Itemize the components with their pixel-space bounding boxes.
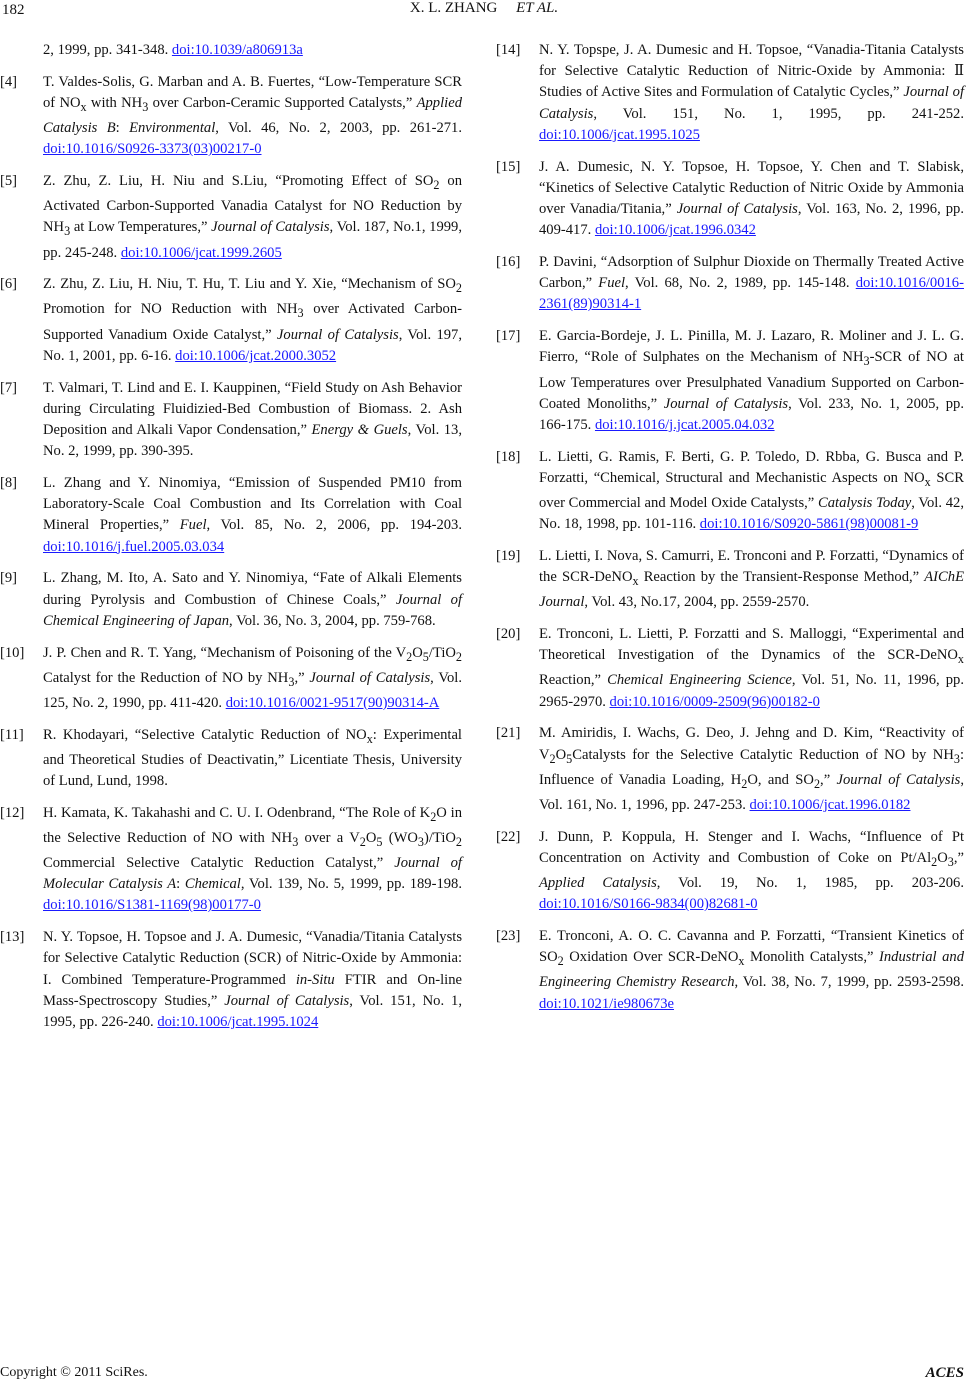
doi-link[interactable]: doi:10.1006/jcat.1995.1025 bbox=[539, 126, 700, 143]
reference-number: [10] bbox=[0, 644, 25, 661]
reference-item bbox=[496, 252, 964, 316]
reference-number: [21] bbox=[496, 725, 521, 742]
reference-item bbox=[0, 72, 463, 161]
doi-link[interactable]: doi:10.1016/S1381-1169(98)00177-0 bbox=[43, 897, 261, 914]
doi-link[interactable]: doi:10.1016/0009-2509(96)00182-0 bbox=[609, 693, 820, 710]
doi-link[interactable]: doi:10.1016/0021-9517(90)90314-A bbox=[225, 694, 440, 711]
footer-copyright: Copyright © 2011 SciRes. bbox=[0, 1365, 148, 1380]
reference-number: [12] bbox=[0, 804, 25, 821]
reference-text: Z. Zhu, Z. Liu, H. Niu and S.Liu, “Promoting Effect of $SO_2$ on Activated Carbon-Supported Vanadia Catalyst for NO Reduction by $NH_3$ at Low Temperatures,” Journal of Catalysis, Vol. 187, No.1, 1999, pp. 245-248. doi:10.1006/jcat.1999.2605 bbox=[43, 173, 462, 261]
doi-link[interactable]: doi:10.1016/S0166-9834(00)82681-0 bbox=[539, 896, 758, 913]
references-column-right bbox=[496, 40, 965, 1025]
reference-text: H. Kamata, K. Takahashi and C. U. I. Odenbrand, “The Role of $K_2O$ in the Selective Reduction of NO with $NH_3$ over a $V_2O_5$ $(WO_3)/TiO_2$ Commercial Selective Catalytic Reduction Catalyst,” Journal of Molecular Catalysis A: Chemical, Vol. 139, No. 5, 1999, pp. 189-198. doi:10.1016/S1381-1169(98)00177-0 bbox=[43, 804, 462, 914]
reference-number: [23] bbox=[496, 928, 521, 944]
reference-item bbox=[496, 447, 964, 536]
reference-item bbox=[496, 326, 965, 436]
doi-link[interactable]: doi:10.1016/S0926-3373(03)00217-0 bbox=[43, 141, 262, 158]
reference-item bbox=[0, 274, 462, 367]
reference-item bbox=[0, 643, 462, 714]
reference-number: [8] bbox=[0, 474, 18, 491]
reference-item bbox=[0, 803, 462, 917]
reference-text: L. Zhang, M. Ito, A. Sato and Y. Ninomiya, “Fate of Alkali Elements during Pyrolysis and Combustion of Chinese Coals,” Journal of Chemical Engineering of Japan, Vol. 36, No. 3, 2004, pp. 759-768. bbox=[43, 570, 462, 629]
reference-item bbox=[496, 157, 964, 242]
reference-text: Z. Zhu, Z. Liu, H. Niu, T. Hu, T. Liu and Y. Xie, “Mechanism of $SO_2$ Promotion for NO Reduction with $NH_3$ over Activated Carbon-Supported Vanadium Oxide Catalyst,” Journal of Catalysis, Vol. 197, No. 1, 2001, pp. 6-16. doi:10.1006/jcat.2000.3052 bbox=[43, 276, 462, 364]
doi-link[interactable]: doi:10.1016/S0920-5861(98)00081-9 bbox=[699, 516, 919, 533]
doi-link[interactable]: doi:10.1006/jcat.1999.2605 bbox=[120, 244, 282, 261]
running-head-authors: X. L. ZHANG bbox=[409, 0, 498, 16]
reference-item bbox=[496, 926, 964, 1015]
reference-number: [22] bbox=[496, 828, 521, 845]
reference-item bbox=[0, 568, 462, 632]
doi-link[interactable]: doi:10.1006/jcat.2000.3052 bbox=[175, 347, 337, 364]
doi-link[interactable]: doi:10.1006/jcat.1996.0182 bbox=[749, 796, 911, 813]
doi-link[interactable]: doi:10.1006/jcat.1995.1024 bbox=[157, 1013, 319, 1030]
doi-link[interactable]: doi:10.1016/j.fuel.2005.03.034 bbox=[43, 538, 225, 555]
reference-text: N. Y. Topspe, J. A. Dumesic and H. Topsoe, “Vanadia-Titania Catalysts for Selective Catalytic Reduction of Nitric-Oxide by Ammonia: Ⅱ Studies of Active Sites and Formulation of Catalytic Cycles,” Journal of Catalysis, Vol. 151, No. 1, 1995, pp. 241-252. doi:10.1006/jcat.1995.1025 bbox=[539, 42, 964, 143]
doi-link[interactable]: doi:10.1021/ie980673e bbox=[539, 995, 674, 1012]
reference-item bbox=[496, 827, 964, 916]
doi-link[interactable]: doi:10.1016/j.jcat.2005.04.032 bbox=[594, 416, 775, 433]
reference-text: 2, 1999, pp. 341-348. doi:10.1039/a806913a bbox=[43, 42, 303, 58]
reference-item bbox=[0, 378, 463, 463]
reference-text: M. Amiridis, I. Wachs, G. Deo, J. Jehng and D. Kim, “Reactivity of $V_2O_5Catalysts$ for the Selective Catalytic Reduction of NO by $NH_3$: Influence of Vanadia Loading, $H_2O$, and $SO_2$,” Journal of Catalysis, Vol. 161, No. 1, 1996, pp. 247-253. doi:10.1006/jcat.1996.0182 bbox=[539, 725, 964, 813]
footer-journal: ACES bbox=[925, 1365, 964, 1381]
reference-number: [6] bbox=[0, 276, 18, 293]
reference-text: J. P. Chen and R. T. Yang, “Mechanism of Poisoning of the $V_2O_5/TiO_2$ Catalyst for the Reduction of NO by $NH_3$,” Journal of Catalysis, Vol. 125, No. 2, 1990, pp. 411-420. doi:10.1016/0021-9517(90)90314-A bbox=[43, 644, 462, 711]
page-number: 182 bbox=[2, 2, 25, 18]
reference-number: [16] bbox=[496, 254, 521, 271]
reference-number: [17] bbox=[496, 328, 521, 345]
doi-link[interactable]: doi:10.1039/a806913a bbox=[171, 42, 303, 58]
reference-text: J. Dunn, P. Koppula, H. Stenger and I. Wachs, “Influence of Pt Concentration on Activity and Combustion of Coke on $Pt/Al_2O_3$,” Applied Catalysis, Vol. 19, No. 1, 1985, pp. 203-206. doi:10.1016/S0166-9834(00)82681-0 bbox=[539, 828, 964, 913]
reference-number: [9] bbox=[0, 570, 18, 587]
reference-text: T. Valdes-Solis, G. Marban and A. B. Fuertes, “Low-Temperature SCR of $NO_x$ with $NH_3$ over Carbon-Ceramic Supported Catalysts,” Applied Catalysis B: Environmental, Vol. 46, No. 2, 2003, pp. 261-271. doi:10.1016/S0926-3373(03)00217-0 bbox=[43, 73, 463, 158]
reference-item bbox=[0, 725, 462, 793]
reference-text: P. Davini, “Adsorption of Sulphur Dioxide on Thermally Treated Active Carbon,” Fuel, Vol. 68, No. 2, 1989, pp. 145-148. doi:10.1016/0016-2361(89)90314-1 bbox=[539, 254, 964, 313]
reference-number: [4] bbox=[0, 73, 18, 90]
reference-number: [18] bbox=[496, 448, 521, 465]
reference-text: L. Lietti, G. Ramis, F. Berti, G. P. Toledo, D. Rbba, G. Busca and P. Forzatti, “Chemical, Structural and Mechanistic Aspects on $NO_x$ SCR over Commercial and Model Oxide Catalysts,” Catalysis Today, Vol. 42, No. 18, 1998, pp. 101-116. doi:10.1016/S0920-5861(98)00081-9 bbox=[539, 448, 964, 533]
reference-text: J. A. Dumesic, N. Y. Topsoe, H. Topsoe, Y. Chen and T. Slabisk, “Kinetics of Selective Catalytic Reduction of Nitric Oxide by Ammonia over Vanadia/Titania,” Journal of Catalysis, Vol. 163, No. 2, 1996, pp. 409-417. doi:10.1006/jcat.1996.0342 bbox=[539, 158, 964, 239]
reference-text: L. Zhang and Y. Ninomiya, “Emission of Suspended PM10 from Laboratory-Scale Coal Combustion and Its Correlation with Coal Mineral Properties,” Fuel, Vol. 85, No. 2, 2006, pp. 194-203. doi:10.1016/j.fuel.2005.03.034 bbox=[43, 474, 463, 555]
reference-item bbox=[0, 473, 463, 558]
reference-number: [7] bbox=[0, 379, 18, 396]
reference-item bbox=[496, 723, 964, 816]
reference-text: R. Khodayari, “Selective Catalytic Reduction of $NO_x$: Experimental and Theoretical Studies of Deactivatin,” Licentiate Thesis, University of Lund, Lund, 1998. bbox=[43, 726, 462, 789]
reference-text: E. Tronconi, L. Lietti, P. Forzatti and S. Malloggi, “Experimental and Theoretical Investigation of the Dynamics of the SCR-DeNO$_x$ Reaction,” Chemical Engineering Science, Vol. 51, No. 11, 1996, pp. 2965-2970. doi:10.1016/0009-2509(96)00182-0 bbox=[539, 626, 964, 710]
reference-number: [11] bbox=[0, 726, 24, 743]
reference-text: L. Lietti, I. Nova, S. Camurri, E. Tronconi and P. Forzatti, “Dynamics of the SCR-DeNO$_x$ Reaction by the Transient-Response Method,” AIChE Journal, Vol. 43, No.17, 2004, pp. 2559-2570. bbox=[539, 548, 964, 611]
reference-number: [19] bbox=[496, 548, 521, 565]
reference-text: E. Tronconi, A. O. C. Cavanna and P. Forzatti, “Transient Kinetics of $SO_2$ Oxidation Over SCR-DeNO$_x$ Monolith Catalysts,” Industrial and Engineering Chemistry Research, Vol. 38, No. 7, 1999, pp. 2593-2598. doi:10.1021/ie980673e bbox=[539, 928, 964, 1012]
reference-text: E. Garcia-Bordeje, J. L. Pinilla, M. J. Lazaro, R. Moliner and J. L. G. Fierro, “Role of Sulphates on the Mechanism of $NH_3$-SCR of NO at Low Temperatures over Presulphated Vanadium Supported on Carbon-Coated Monoliths,” Journal of Catalysis, Vol. 233, No. 1, 2005, pp. 166-175. doi:10.1016/j.jcat.2005.04.032 bbox=[539, 328, 965, 433]
reference-number: [20] bbox=[496, 626, 521, 643]
reference-number: [5] bbox=[0, 173, 18, 190]
reference-text: T. Valmari, T. Lind and E. I. Kauppinen, “Field Study on Ash Behavior during Circulating Fluidizied-Bed Combustion of Biomass. 2. Ash Deposition and Alkali Vapor Condensation,” Energy & Guels, Vol. 13, No. 2, 1999, pp. 390-395. bbox=[43, 379, 463, 460]
reference-number: [13] bbox=[0, 929, 25, 946]
doi-link[interactable]: doi:10.1006/jcat.1996.0342 bbox=[594, 222, 756, 239]
reference-item bbox=[496, 40, 964, 146]
reference-item bbox=[0, 171, 462, 264]
doi-link[interactable]: doi:10.1016/0016-2361(89)90314-1 bbox=[539, 275, 964, 313]
reference-item bbox=[496, 624, 964, 713]
running-head bbox=[0, 0, 968, 17]
reference-item bbox=[0, 927, 462, 1033]
references-column-left bbox=[0, 40, 463, 1044]
reference-text: N. Y. Topsoe, H. Topsoe and J. A. Dumesic, “Vanadia/Titania Catalysts for Selective Catalytic Reduction (SCR) of Nitric-Oxide by Ammonia: I. Combined Temperature-Programmed in-Situ FTIR and On-line Mass-Spectroscopy Studies,” Journal of Catalysis, Vol. 151, No. 1, 1995, pp. 226-240. doi:10.1006/jcat.1995.1024 bbox=[43, 929, 462, 1030]
reference-number: [14] bbox=[496, 42, 521, 58]
reference-item bbox=[10, 40, 462, 61]
reference-item bbox=[496, 546, 964, 614]
running-head-et-al: ET AL. bbox=[516, 0, 559, 16]
reference-number: [15] bbox=[496, 158, 521, 175]
